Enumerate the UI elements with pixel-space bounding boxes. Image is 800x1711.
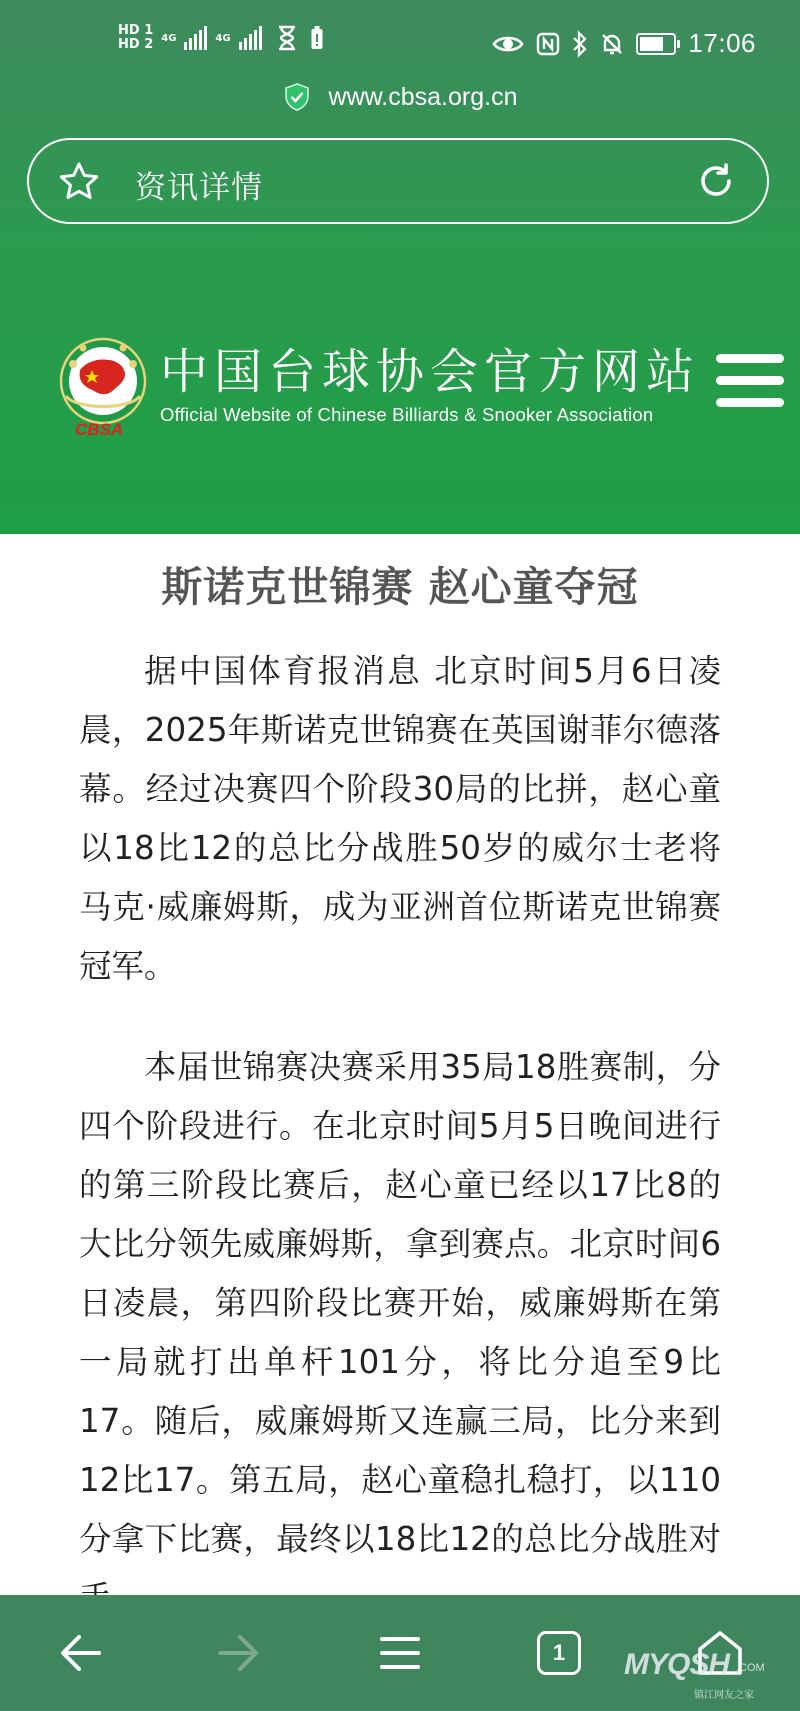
url-bar[interactable] bbox=[0, 82, 800, 112]
secure-shield-icon bbox=[283, 82, 311, 112]
watermark-subtitle: 镇江网友之家 bbox=[694, 1690, 754, 1701]
back-arrow-icon bbox=[59, 1633, 103, 1673]
menu-button[interactable] bbox=[370, 1623, 430, 1683]
status-bar bbox=[0, 18, 800, 74]
article-paragraph: 本届世锦赛决赛采用35局18胜赛制，分四个阶段进行。在北京时间5月5日晚间进行的第三阶段比赛后，赵心童已经以17比8的大比分领先威廉姆斯，拿到赛点。北京时间6日凌晨，第四阶段比赛开始，威廉姆斯在第一局就打出单杆101分，将比分追至9比17。随后，威廉姆斯又连赢三局，比分来到12比17。第五局，赵心童稳扎稳打，以110分拿下比赛，最终以18比12的总比分战胜对 bbox=[79, 1048, 721, 1558]
back-button[interactable] bbox=[51, 1623, 111, 1683]
star-icon[interactable] bbox=[57, 160, 101, 204]
sim2-label: HD 2 bbox=[118, 37, 154, 52]
forward-arrow-icon bbox=[216, 1633, 260, 1673]
address-pill[interactable] bbox=[27, 138, 769, 224]
network-label-2: 4G bbox=[215, 32, 231, 44]
watermark bbox=[624, 1648, 774, 1704]
site-title-en: Official Website of Chinese Billiards & Snooker Association bbox=[160, 404, 654, 425]
forward-button[interactable] bbox=[208, 1623, 268, 1683]
clock: 17:06 bbox=[688, 28, 756, 58]
hourglass-icon bbox=[276, 25, 298, 51]
signal-icon bbox=[184, 26, 207, 50]
battery-icon bbox=[636, 33, 676, 55]
url-text: www.cbsa.org.cn bbox=[328, 82, 518, 111]
signal-icon bbox=[239, 26, 262, 50]
sim-indicator bbox=[118, 24, 153, 52]
article bbox=[0, 534, 800, 1595]
network-label-1: 4G bbox=[161, 32, 177, 44]
watermark-logo: MYQSH bbox=[624, 1648, 730, 1681]
article-headline: 斯诺克世锦赛 赵心童夺冠 bbox=[161, 563, 639, 611]
menu-lines-icon bbox=[378, 1633, 422, 1673]
site-title-cn: 中国台球协会官方网站 bbox=[160, 344, 701, 400]
page-title: 资讯详情 bbox=[135, 170, 263, 206]
bluetooth-icon bbox=[572, 31, 588, 57]
battery-saver-icon bbox=[310, 25, 324, 51]
page-header bbox=[0, 0, 800, 534]
mute-bell-icon bbox=[600, 32, 624, 56]
tab-count: 1 bbox=[537, 1631, 581, 1675]
nfc-icon bbox=[536, 32, 560, 56]
tabs-button[interactable] bbox=[529, 1623, 589, 1683]
logo-text: CBSA bbox=[75, 420, 124, 439]
watermark-domain: .COM bbox=[736, 1662, 765, 1674]
eye-icon bbox=[492, 33, 524, 55]
cbsa-logo[interactable] bbox=[58, 336, 148, 440]
hamburger-menu-icon[interactable] bbox=[716, 354, 784, 416]
article-paragraph: 据中国体育报消息 北京时间5月6日凌晨，2025年斯诺克世锦赛在英国谢菲尔德落幕。经过决赛四个阶段30局的比拼，赵心童以18比12的总比分战胜50岁的威尔士老将马克·威廉姆斯，成为亚洲首位斯诺克世锦赛冠军。 bbox=[79, 652, 721, 985]
sim1-label: HD 1 bbox=[118, 23, 154, 38]
reload-icon[interactable] bbox=[695, 160, 737, 202]
